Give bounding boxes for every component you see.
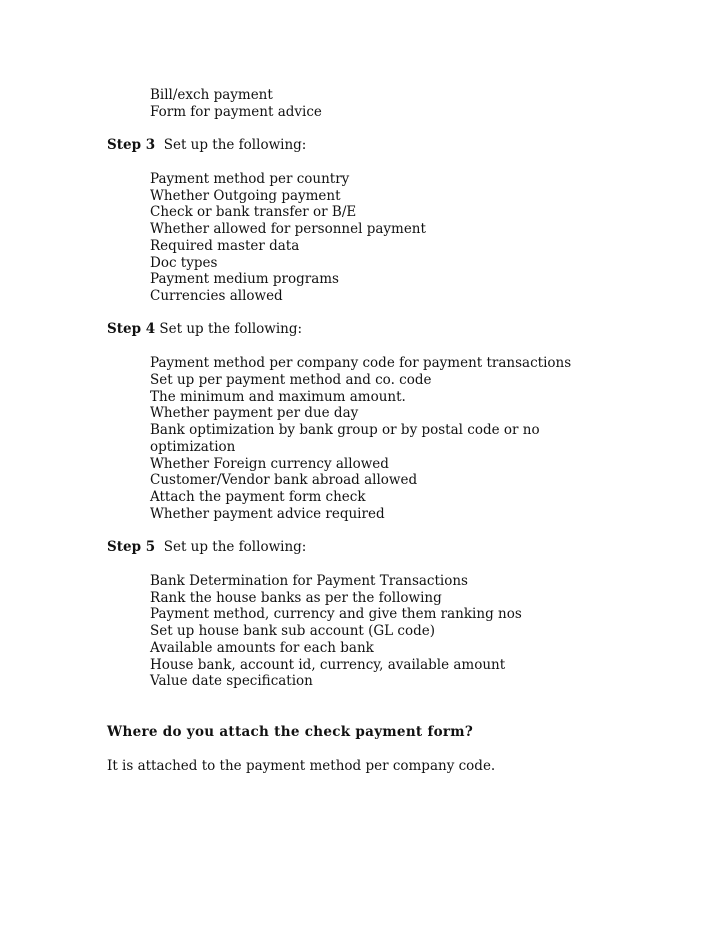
step3-label: Step 3 — [107, 137, 156, 153]
step5-item: Value date specification — [150, 673, 313, 689]
step5-item: Set up house bank sub account (GL code) — [150, 623, 436, 639]
step4-item: Payment method per company code for payment transactions — [150, 355, 572, 371]
step4-item: Bank optimization by bank group or by postal code or no — [150, 422, 540, 438]
step3-item: Check or bank transfer or B/E — [150, 204, 357, 220]
step5-item: House bank, account id, currency, available amount — [150, 657, 506, 673]
step4-heading — [107, 321, 302, 338]
step5-item: Available amounts for each bank — [150, 640, 374, 656]
step5-item: Bank Determination for Payment Transactions — [150, 573, 468, 589]
answer-text: It is attached to the payment method per company code. — [107, 758, 496, 774]
step4-item: Whether payment per due day — [150, 405, 359, 421]
step3-heading-text: Set up the following: — [163, 137, 307, 153]
step4-label: Step 4 — [107, 321, 156, 337]
step3-item: Payment method per country — [150, 171, 350, 187]
intro-item: Form for payment advice — [150, 104, 322, 120]
step4-item: Attach the payment form check — [150, 489, 366, 505]
step5-heading — [107, 539, 306, 556]
step4-item: Whether Foreign currency allowed — [150, 456, 389, 472]
step3-heading — [107, 137, 306, 154]
step3-item: Whether Outgoing payment — [150, 188, 341, 204]
step4-item: optimization — [150, 439, 236, 455]
step5-item: Rank the house banks as per the following — [150, 590, 442, 606]
step3-item: Doc types — [150, 255, 218, 271]
step3-item: Required master data — [150, 238, 300, 254]
step5-label: Step 5 — [107, 539, 156, 555]
step4-item: The minimum and maximum amount. — [150, 389, 406, 405]
step3-item: Payment medium programs — [150, 271, 339, 287]
intro-item: Bill/exch payment — [150, 87, 273, 103]
step4-item: Set up per payment method and co. code — [150, 372, 432, 388]
step3-item: Whether allowed for personnel payment — [150, 221, 426, 237]
step5-heading-text: Set up the following: — [163, 539, 307, 555]
step4-heading-text: Set up the following: — [159, 321, 303, 337]
step3-item: Currencies allowed — [150, 288, 283, 304]
step4-item: Customer/Vendor bank abroad allowed — [150, 472, 418, 488]
question-heading: Where do you attach the check payment form? — [107, 724, 474, 740]
step4-item: Whether payment advice required — [150, 506, 385, 522]
step5-item: Payment method, currency and give them ranking nos — [150, 606, 522, 622]
